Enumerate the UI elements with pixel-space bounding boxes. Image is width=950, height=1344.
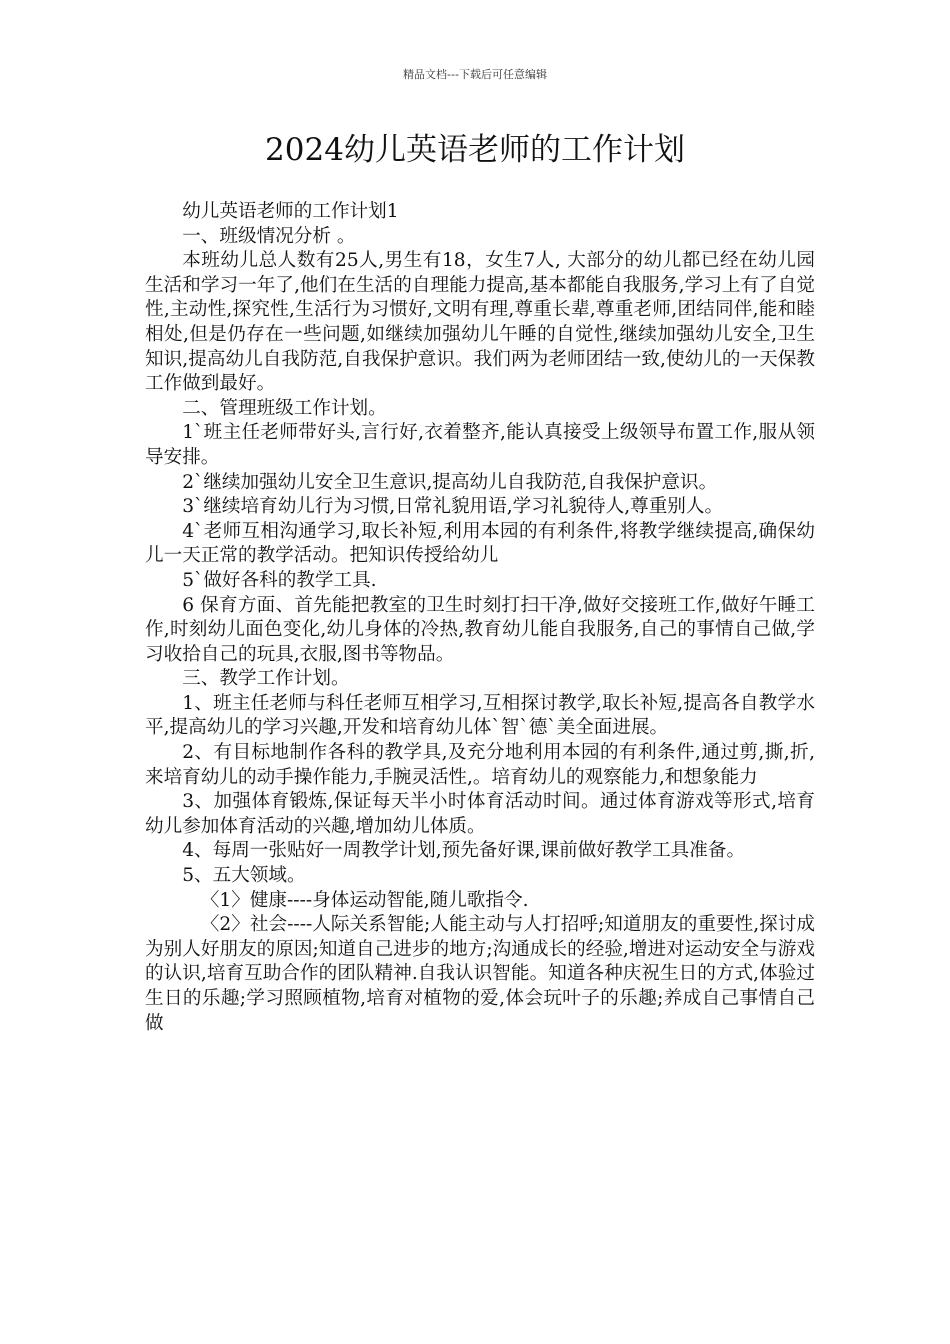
teaching-item-4: 4、每周一张贴好一周教学计划,预先备好课,课前做好教学工具准备。: [182, 840, 746, 862]
domain-item-society: 〈2〉社会----人际关系智能;人能主动与人打招呼;知道朋友的重要性,探讨成为别人好朋友的原因;知道自己进步的地方;沟通成长的经验,增进对运动安全与游戏的认识,培育互助合作的团队精神.自我认识智能。知道各种庆祝生日的方式,体验过生日的乐趣;学习照顾植物,培育对植物的爱,体会玩叶子的乐趣;养成自己事情自己做: [145, 914, 815, 1034]
management-item-1: 1`班主任老师带好头,言行好,衣着整齐,能认真接受上级领导布置工作,服从领导安排。: [145, 422, 815, 468]
paragraph-class-situation: 本班幼儿总人数有25人,男生有18，女生7人, 大部分的幼儿都已经在幼儿园生活和学习一年了,他们在生活的自理能力提高,基本都能自我服务,学习上有了自觉性,主动性,探究性,生活行为习惯好,文明有理,尊重长辈,尊重老师,团结同伴,能和睦相处,但是仍存在一些问题,如继续加强幼儿午睡的自觉性,继续加强幼儿安全,卫生知识,提高幼儿自我防范,自我保护意识。我们两为老师团结一致,使幼儿的一天保教工作做到最好。: [145, 250, 815, 395]
management-item-5: 5`做好各科的教学工具.: [182, 569, 377, 591]
teaching-item-2: 2、有目标地制作各科的教学具,及充分地利用本园的有利条件,通过剪,撕,折,来培育幼儿的动手操作能力,手腕灵活性,。培育幼儿的观察能力,和想象能力: [145, 742, 815, 788]
teaching-item-3: 3、加强体育锻炼,保证每天半小时体育活动时间。通过体育游戏等形式,培育幼儿参加体育活动的兴趣,增加幼儿体质。: [145, 791, 815, 837]
section-heading-plan-1: 幼儿英语老师的工作计划1: [182, 201, 399, 222]
section-heading-teaching-plan: 三、教学工作计划。: [182, 668, 350, 690]
document-body: [145, 200, 815, 1036]
teaching-item-1: 1、班主任老师与科任老师互相学习,互相探讨教学,取长补短,提高各自教学水平,提高幼儿的学习兴趣,开发和培育幼儿体`智`德`美全面进展。: [145, 692, 815, 739]
management-item-3: 3`继续培育幼儿行为习惯,日常礼貌用语,学习礼貌待人,尊重别人。: [182, 496, 724, 518]
document-title: 2024幼儿英语老师的工作计划: [265, 132, 685, 168]
teaching-item-5: 5、五大领域。: [182, 865, 306, 887]
page-header: 精品文档---下载后可任意编辑: [403, 68, 547, 81]
section-heading-class-management: 二、管理班级工作计划。: [182, 397, 387, 419]
management-item-2: 2`继续加强幼儿安全卫生意识,提高幼儿自我防范,自我保护意识。: [182, 471, 718, 493]
domain-item-health: 〈1〉健康----身体运动智能,随儿歌指令.: [200, 889, 529, 911]
section-heading-class-analysis: 一、班级情况分析 。: [182, 225, 356, 247]
management-item-6: 6 保育方面、首先能把教室的卫生时刻打扫干净,做好交接班工作,做好午睡工作,时刻幼儿面色变化,幼儿身体的冷热,教育幼儿能自我服务,自己的事情自己做,学习收拾自己的玩具,衣服,图书等物品。: [145, 594, 815, 665]
management-item-4: 4`老师互相沟通学习,取长补短,利用本园的有利条件,将教学继续提高,确保幼儿一天正常的教学活动。把知识传授给幼儿: [145, 520, 815, 567]
